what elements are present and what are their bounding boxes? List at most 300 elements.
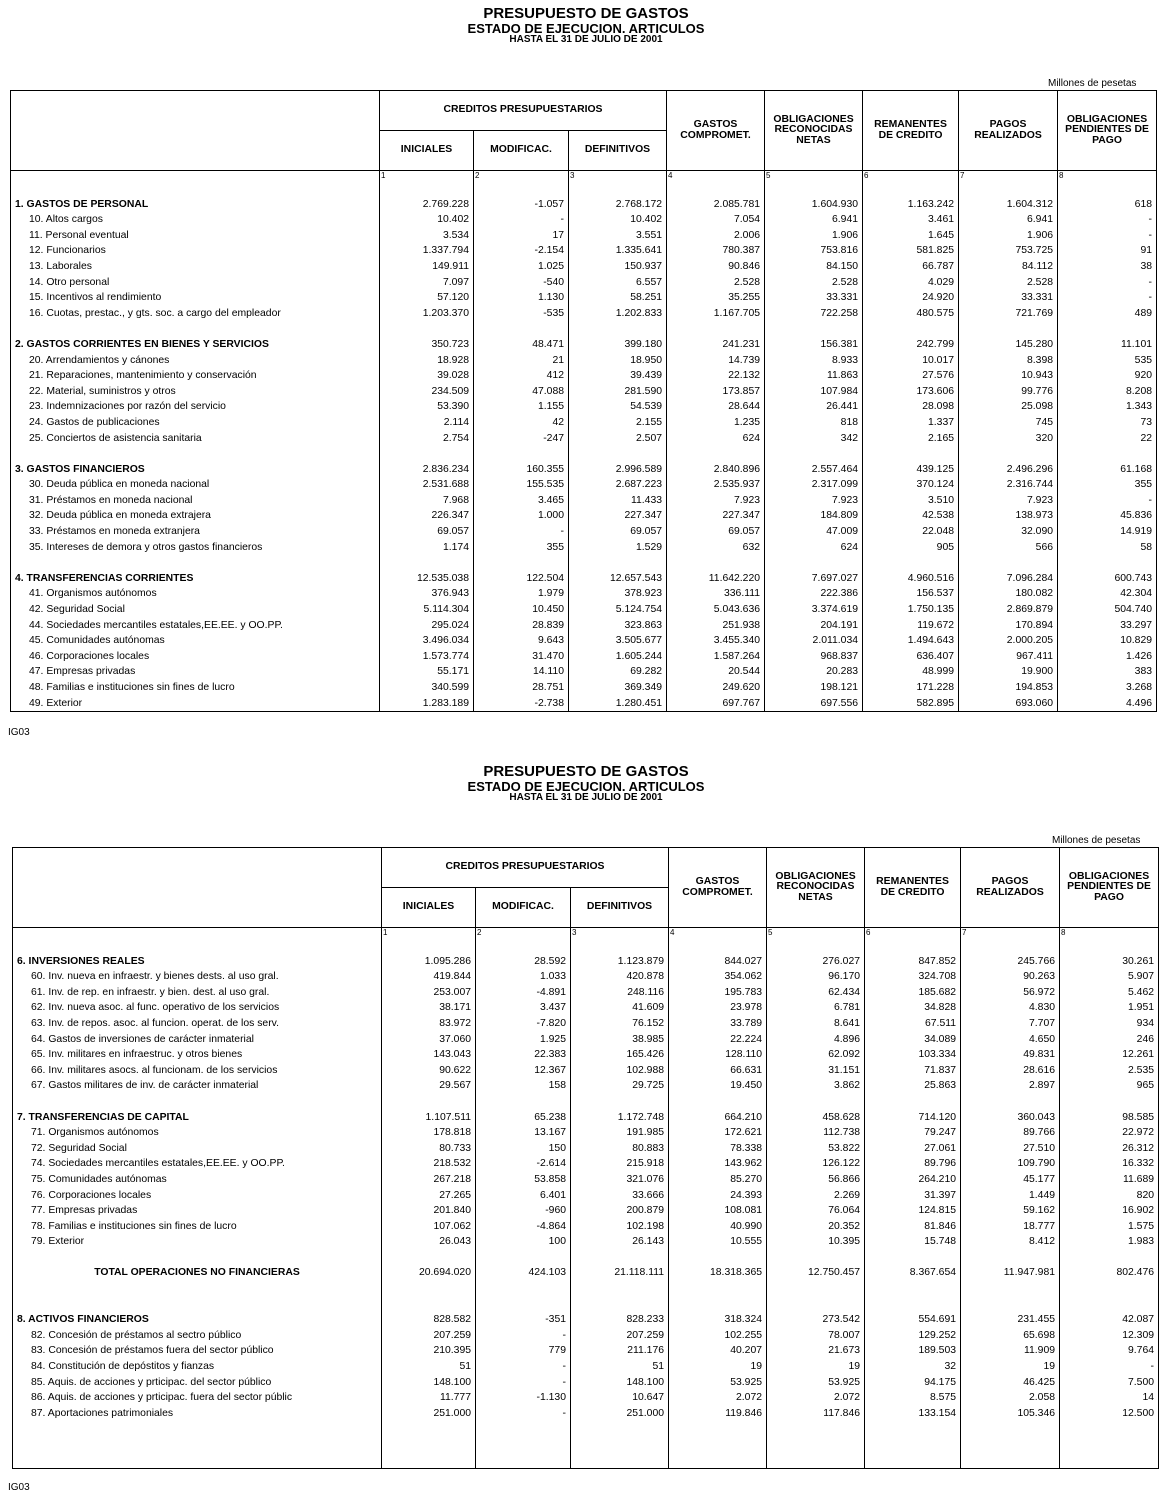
value-cell: 2.316.744 bbox=[959, 477, 1058, 493]
row-label: 82. Concesión de préstamos al sectro público bbox=[13, 1328, 382, 1344]
row-label: 12. Funcionarios bbox=[11, 243, 380, 259]
value-cell: 2.496.296 bbox=[959, 462, 1058, 478]
row-label: 30. Deuda pública en moneda nacional bbox=[11, 477, 380, 493]
empty-cell bbox=[571, 1453, 669, 1469]
value-cell: 618 bbox=[1058, 197, 1157, 213]
value-cell: 1.033 bbox=[476, 969, 571, 985]
empty-cell bbox=[961, 1297, 1060, 1313]
value-cell: 25.098 bbox=[959, 399, 1058, 415]
pagos-header-l1: PAGOS bbox=[989, 119, 1027, 131]
value-cell: 26.043 bbox=[382, 1234, 476, 1250]
value-cell: 2.528 bbox=[667, 275, 765, 291]
value-cell: -540 bbox=[474, 275, 569, 291]
value-cell: 11.863 bbox=[765, 368, 863, 384]
value-cell: 242.799 bbox=[863, 337, 959, 353]
value-cell: 253.007 bbox=[382, 985, 476, 1001]
value-cell: 2.897 bbox=[961, 1078, 1060, 1094]
value-cell: 61.168 bbox=[1058, 462, 1157, 478]
value-cell: 76.064 bbox=[767, 1203, 865, 1219]
value-cell: 172.621 bbox=[669, 1125, 767, 1141]
value-cell: -535 bbox=[474, 306, 569, 322]
value-cell: 3.268 bbox=[1058, 680, 1157, 696]
value-cell: 504.740 bbox=[1058, 602, 1157, 618]
value-cell: 13.167 bbox=[476, 1125, 571, 1141]
value-cell: 3.465 bbox=[474, 493, 569, 509]
empty-cell bbox=[767, 1421, 865, 1437]
table-row bbox=[13, 1234, 1159, 1250]
table-row bbox=[13, 1016, 1159, 1032]
value-cell: 4.496 bbox=[1058, 696, 1157, 712]
value-cell: 30.261 bbox=[1060, 954, 1159, 970]
row-label: 6. INVERSIONES REALES bbox=[13, 954, 382, 970]
row-label: 77. Empresas privadas bbox=[13, 1203, 382, 1219]
value-cell: 19.900 bbox=[959, 664, 1058, 680]
value-cell: 119.846 bbox=[669, 1406, 767, 1422]
value-cell: 10.402 bbox=[569, 212, 667, 228]
budget-table-page-2 bbox=[12, 847, 1159, 1469]
page-2 bbox=[0, 760, 1172, 1496]
empty-cell bbox=[667, 446, 765, 462]
value-cell: 22.048 bbox=[863, 524, 959, 540]
index-2-6: 6 bbox=[865, 928, 961, 939]
pend-header-2-l3: PAGO bbox=[1094, 891, 1124, 903]
empty-cell bbox=[669, 1094, 767, 1110]
row-label: 83. Concesión de préstamos fuera del sector público bbox=[13, 1343, 382, 1359]
value-cell: 42.087 bbox=[1060, 1312, 1159, 1328]
value-cell: 779 bbox=[476, 1343, 571, 1359]
value-cell: 122.504 bbox=[474, 571, 569, 587]
value-cell: 2.768.172 bbox=[569, 197, 667, 213]
empty-cell bbox=[1058, 446, 1157, 462]
empty-cell bbox=[863, 555, 959, 571]
value-cell: 1.645 bbox=[863, 228, 959, 244]
gastos-header-2 bbox=[669, 848, 767, 928]
value-cell: 37.060 bbox=[382, 1032, 476, 1048]
empty-cell bbox=[667, 555, 765, 571]
empty-cell bbox=[961, 1281, 1060, 1297]
value-cell: - bbox=[476, 1328, 571, 1344]
value-cell: - bbox=[1058, 275, 1157, 291]
value-cell: 191.985 bbox=[571, 1125, 669, 1141]
value-cell: 420.878 bbox=[571, 969, 669, 985]
table-row bbox=[11, 696, 1157, 712]
value-cell: 204.191 bbox=[765, 618, 863, 634]
value-cell: 632 bbox=[667, 540, 765, 556]
empty-cell bbox=[474, 555, 569, 571]
value-cell: 21.118.111 bbox=[571, 1265, 669, 1281]
value-cell: 2.114 bbox=[380, 415, 474, 431]
value-cell: 251.938 bbox=[667, 618, 765, 634]
table-row bbox=[11, 508, 1157, 524]
empty-cell bbox=[765, 446, 863, 462]
empty-cell bbox=[380, 321, 474, 337]
row-label: 49. Exterior bbox=[11, 696, 380, 712]
value-cell: -2.738 bbox=[474, 696, 569, 712]
modificac-header-2: MODIFICAC. bbox=[476, 888, 571, 928]
value-cell: 6.401 bbox=[476, 1188, 571, 1204]
row-label: 67. Gastos militares de inv. de carácter inmaterial bbox=[13, 1078, 382, 1094]
empty-cell bbox=[382, 1421, 476, 1437]
index-2-5: 5 bbox=[767, 928, 865, 939]
value-cell: 2.072 bbox=[767, 1390, 865, 1406]
value-cell: 1.163.242 bbox=[863, 197, 959, 213]
value-cell: 73 bbox=[1058, 415, 1157, 431]
index-3: 3 bbox=[569, 171, 667, 182]
report-date: HASTA EL 31 DE JULIO DE 2001 bbox=[509, 34, 663, 46]
empty-cell bbox=[1058, 321, 1157, 337]
value-cell: 234.509 bbox=[380, 384, 474, 400]
spacer-row bbox=[13, 1250, 1159, 1266]
value-cell: 165.426 bbox=[571, 1047, 669, 1063]
index-blank-2 bbox=[13, 928, 382, 939]
gastos-header-2-l2: COMPROMET. bbox=[682, 886, 753, 898]
value-cell: 28.616 bbox=[961, 1063, 1060, 1079]
empty-cell bbox=[571, 1421, 669, 1437]
value-cell: 378.923 bbox=[569, 586, 667, 602]
value-cell: 59.162 bbox=[961, 1203, 1060, 1219]
value-cell: 7.500 bbox=[1060, 1375, 1159, 1391]
value-cell: 369.349 bbox=[569, 680, 667, 696]
value-cell: 1.750.135 bbox=[863, 602, 959, 618]
oblig-header-l1: OBLIGACIONES bbox=[773, 113, 854, 125]
value-cell: 2.317.099 bbox=[765, 477, 863, 493]
value-cell: 350.723 bbox=[380, 337, 474, 353]
value-cell: 54.539 bbox=[569, 399, 667, 415]
value-cell: 119.672 bbox=[863, 618, 959, 634]
value-cell: 1.202.833 bbox=[569, 306, 667, 322]
value-cell: 399.180 bbox=[569, 337, 667, 353]
value-cell: 920 bbox=[1058, 368, 1157, 384]
obligaciones-header bbox=[765, 91, 863, 171]
units-label: Millones de pesetas bbox=[1048, 78, 1137, 89]
value-cell: 1.123.879 bbox=[571, 954, 669, 970]
value-cell: 156.381 bbox=[765, 337, 863, 353]
row-label: 25. Conciertos de asistencia sanitaria bbox=[11, 431, 380, 447]
value-cell: 342 bbox=[765, 431, 863, 447]
value-cell: 83.972 bbox=[382, 1016, 476, 1032]
row-label: 8. ACTIVOS FINANCIEROS bbox=[13, 1312, 382, 1328]
empty-cell bbox=[571, 1281, 669, 1297]
value-cell: 8.412 bbox=[961, 1234, 1060, 1250]
value-cell: 66.631 bbox=[669, 1063, 767, 1079]
value-cell: 251.000 bbox=[382, 1406, 476, 1422]
value-cell: 22.224 bbox=[669, 1032, 767, 1048]
table-row bbox=[13, 1203, 1159, 1219]
row-label: 79. Exterior bbox=[13, 1234, 382, 1250]
oblig-header-l2: RECONOCIDAS bbox=[774, 124, 853, 136]
definitivos-header-2: DEFINITIVOS bbox=[571, 888, 669, 928]
row-label: 32. Deuda pública en moneda extrajera bbox=[11, 508, 380, 524]
value-cell: 94.175 bbox=[865, 1375, 961, 1391]
value-cell: 2.000.205 bbox=[959, 633, 1058, 649]
row-label: 42. Seguridad Social bbox=[11, 602, 380, 618]
value-cell: -247 bbox=[474, 431, 569, 447]
value-cell: 33.789 bbox=[669, 1016, 767, 1032]
value-cell: 10.450 bbox=[474, 602, 569, 618]
spacer-row bbox=[13, 1453, 1159, 1469]
value-cell: 45.177 bbox=[961, 1172, 1060, 1188]
value-cell: 31.151 bbox=[767, 1063, 865, 1079]
column-index-row bbox=[11, 171, 1157, 182]
value-cell: 4.029 bbox=[863, 275, 959, 291]
value-cell: - bbox=[1058, 228, 1157, 244]
value-cell: 318.324 bbox=[669, 1312, 767, 1328]
empty-cell bbox=[13, 1297, 382, 1313]
value-cell: 1.337.794 bbox=[380, 243, 474, 259]
value-cell: 12.309 bbox=[1060, 1328, 1159, 1344]
value-cell: 2.155 bbox=[569, 415, 667, 431]
value-cell: 248.116 bbox=[571, 985, 669, 1001]
empty-cell bbox=[959, 321, 1058, 337]
value-cell: 2.535 bbox=[1060, 1063, 1159, 1079]
value-cell: 150 bbox=[476, 1141, 571, 1157]
table-row bbox=[11, 664, 1157, 680]
index-2-4: 4 bbox=[669, 928, 767, 939]
empty-cell bbox=[865, 1453, 961, 1469]
value-cell: 24.393 bbox=[669, 1188, 767, 1204]
table-row bbox=[11, 399, 1157, 415]
value-cell: 11.947.981 bbox=[961, 1265, 1060, 1281]
empty-cell bbox=[13, 1250, 382, 1266]
row-label: TOTAL OPERACIONES NO FINANCIERAS bbox=[13, 1265, 382, 1281]
remanentes-header-2 bbox=[865, 848, 961, 928]
index-blank bbox=[11, 171, 380, 182]
value-cell: 81.846 bbox=[865, 1219, 961, 1235]
value-cell: 2.507 bbox=[569, 431, 667, 447]
row-label: 46. Corporaciones locales bbox=[11, 649, 380, 665]
value-cell: 12.367 bbox=[476, 1063, 571, 1079]
value-cell: 241.231 bbox=[667, 337, 765, 353]
table-row bbox=[13, 1141, 1159, 1157]
value-cell: 8.575 bbox=[865, 1390, 961, 1406]
value-cell: 10.943 bbox=[959, 368, 1058, 384]
value-cell: -351 bbox=[476, 1312, 571, 1328]
value-cell: 1.025 bbox=[474, 259, 569, 275]
value-cell: 21.673 bbox=[767, 1343, 865, 1359]
value-cell: 6.941 bbox=[959, 212, 1058, 228]
value-cell: 967.411 bbox=[959, 649, 1058, 665]
value-cell: 1.906 bbox=[765, 228, 863, 244]
value-cell: 965 bbox=[1060, 1078, 1159, 1094]
value-cell: 19 bbox=[961, 1359, 1060, 1375]
value-cell: 19 bbox=[669, 1359, 767, 1375]
section-row bbox=[11, 462, 1157, 478]
empty-cell bbox=[961, 1421, 1060, 1437]
value-cell: 412 bbox=[474, 368, 569, 384]
row-label: 41. Organismos autónomos bbox=[11, 586, 380, 602]
value-cell: 624 bbox=[667, 431, 765, 447]
value-cell: 323.863 bbox=[569, 618, 667, 634]
value-cell: 84.112 bbox=[959, 259, 1058, 275]
table-row bbox=[13, 1032, 1159, 1048]
value-cell: 33.331 bbox=[765, 290, 863, 306]
value-cell: 23.978 bbox=[669, 1000, 767, 1016]
row-label: 75. Comunidades autónomas bbox=[13, 1172, 382, 1188]
modificac-header: MODIFICAC. bbox=[474, 131, 569, 171]
table-row bbox=[11, 586, 1157, 602]
value-cell: 324.708 bbox=[865, 969, 961, 985]
spacer-row bbox=[11, 181, 1157, 197]
row-label: 84. Constitución de depóstitos y fianzas bbox=[13, 1359, 382, 1375]
empty-cell bbox=[476, 1297, 571, 1313]
spacer-row bbox=[13, 1297, 1159, 1313]
value-cell: 5.114.304 bbox=[380, 602, 474, 618]
value-cell: 320 bbox=[959, 431, 1058, 447]
table-row bbox=[11, 368, 1157, 384]
table-row bbox=[13, 1343, 1159, 1359]
empty-cell bbox=[13, 1094, 382, 1110]
value-cell: 355 bbox=[474, 540, 569, 556]
report-code-2: IG03 bbox=[8, 1482, 30, 1493]
value-cell: 16.332 bbox=[1060, 1156, 1159, 1172]
value-cell: 419.844 bbox=[382, 969, 476, 985]
value-cell: 3.551 bbox=[569, 228, 667, 244]
pagos-header bbox=[959, 91, 1058, 171]
empty-cell bbox=[13, 1281, 382, 1297]
value-cell: 264.210 bbox=[865, 1172, 961, 1188]
value-cell: 7.968 bbox=[380, 493, 474, 509]
value-cell: 56.866 bbox=[767, 1172, 865, 1188]
value-cell: 7.097 bbox=[380, 275, 474, 291]
row-label: 71. Organismos autónomos bbox=[13, 1125, 382, 1141]
value-cell: 1.203.370 bbox=[380, 306, 474, 322]
value-cell: 1.925 bbox=[476, 1032, 571, 1048]
value-cell: 155.535 bbox=[474, 477, 569, 493]
value-cell: -1.130 bbox=[476, 1390, 571, 1406]
value-cell: 697.556 bbox=[765, 696, 863, 712]
value-cell: 45.836 bbox=[1058, 508, 1157, 524]
value-cell: 194.853 bbox=[959, 680, 1058, 696]
value-cell: 65.238 bbox=[476, 1110, 571, 1126]
pendientes-header-2 bbox=[1060, 848, 1159, 928]
value-cell: 12.750.457 bbox=[767, 1265, 865, 1281]
value-cell: 128.110 bbox=[669, 1047, 767, 1063]
empty-cell bbox=[865, 1250, 961, 1266]
value-cell: - bbox=[476, 1359, 571, 1375]
section-row bbox=[13, 1312, 1159, 1328]
table-row bbox=[13, 1188, 1159, 1204]
creditos-group-header-2: CREDITOS PRESUPUESTARIOS bbox=[382, 848, 669, 888]
oblig-header-l3: NETAS bbox=[796, 134, 831, 146]
row-label: 74. Sociedades mercantiles estatales,EE.EE. y OO.PP. bbox=[13, 1156, 382, 1172]
table-row bbox=[13, 1125, 1159, 1141]
empty-cell bbox=[382, 1297, 476, 1313]
value-cell: 693.060 bbox=[959, 696, 1058, 712]
value-cell: 360.043 bbox=[961, 1110, 1060, 1126]
value-cell: 99.776 bbox=[959, 384, 1058, 400]
value-cell: -4.891 bbox=[476, 985, 571, 1001]
table-body-page-1 bbox=[11, 171, 1157, 712]
table-row bbox=[11, 306, 1157, 322]
value-cell: 89.766 bbox=[961, 1125, 1060, 1141]
value-cell: 10.647 bbox=[571, 1390, 669, 1406]
empty-cell bbox=[669, 1421, 767, 1437]
value-cell: 2.754 bbox=[380, 431, 474, 447]
row-label: 4. TRANSFERENCIAS CORRIENTES bbox=[11, 571, 380, 587]
value-cell: 7.923 bbox=[959, 493, 1058, 509]
value-cell: 5.124.754 bbox=[569, 602, 667, 618]
empty-cell bbox=[767, 1437, 865, 1453]
value-cell: 48.471 bbox=[474, 337, 569, 353]
value-cell: 160.355 bbox=[474, 462, 569, 478]
value-cell: 1.906 bbox=[959, 228, 1058, 244]
value-cell: 10.017 bbox=[863, 353, 959, 369]
section-row bbox=[13, 954, 1159, 970]
row-label: 23. Indemnizaciones por razón del servicio bbox=[11, 399, 380, 415]
value-cell: - bbox=[1058, 212, 1157, 228]
value-cell: 8.641 bbox=[767, 1016, 865, 1032]
pend-header-l3: PAGO bbox=[1092, 134, 1122, 146]
value-cell: 108.081 bbox=[669, 1203, 767, 1219]
empty-cell bbox=[1060, 1421, 1159, 1437]
remanentes-header bbox=[863, 91, 959, 171]
value-cell: 28.644 bbox=[667, 399, 765, 415]
value-cell: 1.280.451 bbox=[569, 696, 667, 712]
value-cell: 47.009 bbox=[765, 524, 863, 540]
value-cell: 71.837 bbox=[865, 1063, 961, 1079]
table-row bbox=[13, 1359, 1159, 1375]
row-label: 21. Reparaciones, mantenimiento y conservación bbox=[11, 368, 380, 384]
value-cell: 2.085.781 bbox=[667, 197, 765, 213]
value-cell: 17 bbox=[474, 228, 569, 244]
value-cell: 1.095.286 bbox=[382, 954, 476, 970]
value-cell: 18.777 bbox=[961, 1219, 1060, 1235]
table-row bbox=[11, 540, 1157, 556]
value-cell: 245.766 bbox=[961, 954, 1060, 970]
value-cell: 80.883 bbox=[571, 1141, 669, 1157]
value-cell: 780.387 bbox=[667, 243, 765, 259]
row-label: 61. Inv. de rep. en infraestr. y bien. dest. al uso gral. bbox=[13, 985, 382, 1001]
value-cell: 10.402 bbox=[380, 212, 474, 228]
value-cell: 745 bbox=[959, 415, 1058, 431]
value-cell: 554.691 bbox=[865, 1312, 961, 1328]
value-cell: 424.103 bbox=[476, 1265, 571, 1281]
value-cell: 2.557.464 bbox=[765, 462, 863, 478]
empty-cell bbox=[1060, 1281, 1159, 1297]
empty-cell bbox=[13, 1437, 382, 1453]
value-cell: 8.367.654 bbox=[865, 1265, 961, 1281]
value-cell: 33.331 bbox=[959, 290, 1058, 306]
row-label: 1. GASTOS DE PERSONAL bbox=[11, 197, 380, 213]
pend-header-2-l1: OBLIGACIONES bbox=[1068, 870, 1150, 882]
value-cell: 1.000 bbox=[474, 508, 569, 524]
value-cell: 21 bbox=[474, 353, 569, 369]
empty-cell bbox=[865, 1094, 961, 1110]
report-code: IG03 bbox=[8, 727, 30, 738]
iniciales-header: INICIALES bbox=[380, 131, 474, 171]
gastos-header-2-l1: GASTOS bbox=[695, 876, 740, 888]
value-cell: 636.407 bbox=[863, 649, 959, 665]
empty-cell bbox=[1060, 1453, 1159, 1469]
table-row bbox=[11, 431, 1157, 447]
empty-cell bbox=[767, 1281, 865, 1297]
value-cell: 39.028 bbox=[380, 368, 474, 384]
value-cell: 11.689 bbox=[1060, 1172, 1159, 1188]
index-7: 7 bbox=[959, 171, 1058, 182]
value-cell: 173.857 bbox=[667, 384, 765, 400]
value-cell: 51 bbox=[571, 1359, 669, 1375]
page-1 bbox=[0, 0, 1172, 745]
value-cell: 41.609 bbox=[571, 1000, 669, 1016]
rem-header-2-l2: DE CREDITO bbox=[880, 886, 945, 898]
index-2-2: 2 bbox=[476, 928, 571, 939]
table-row bbox=[11, 290, 1157, 306]
value-cell: 148.100 bbox=[571, 1375, 669, 1391]
value-cell: 38 bbox=[1058, 259, 1157, 275]
value-cell: 1.573.774 bbox=[380, 649, 474, 665]
empty-cell bbox=[11, 446, 380, 462]
value-cell: 53.925 bbox=[669, 1375, 767, 1391]
